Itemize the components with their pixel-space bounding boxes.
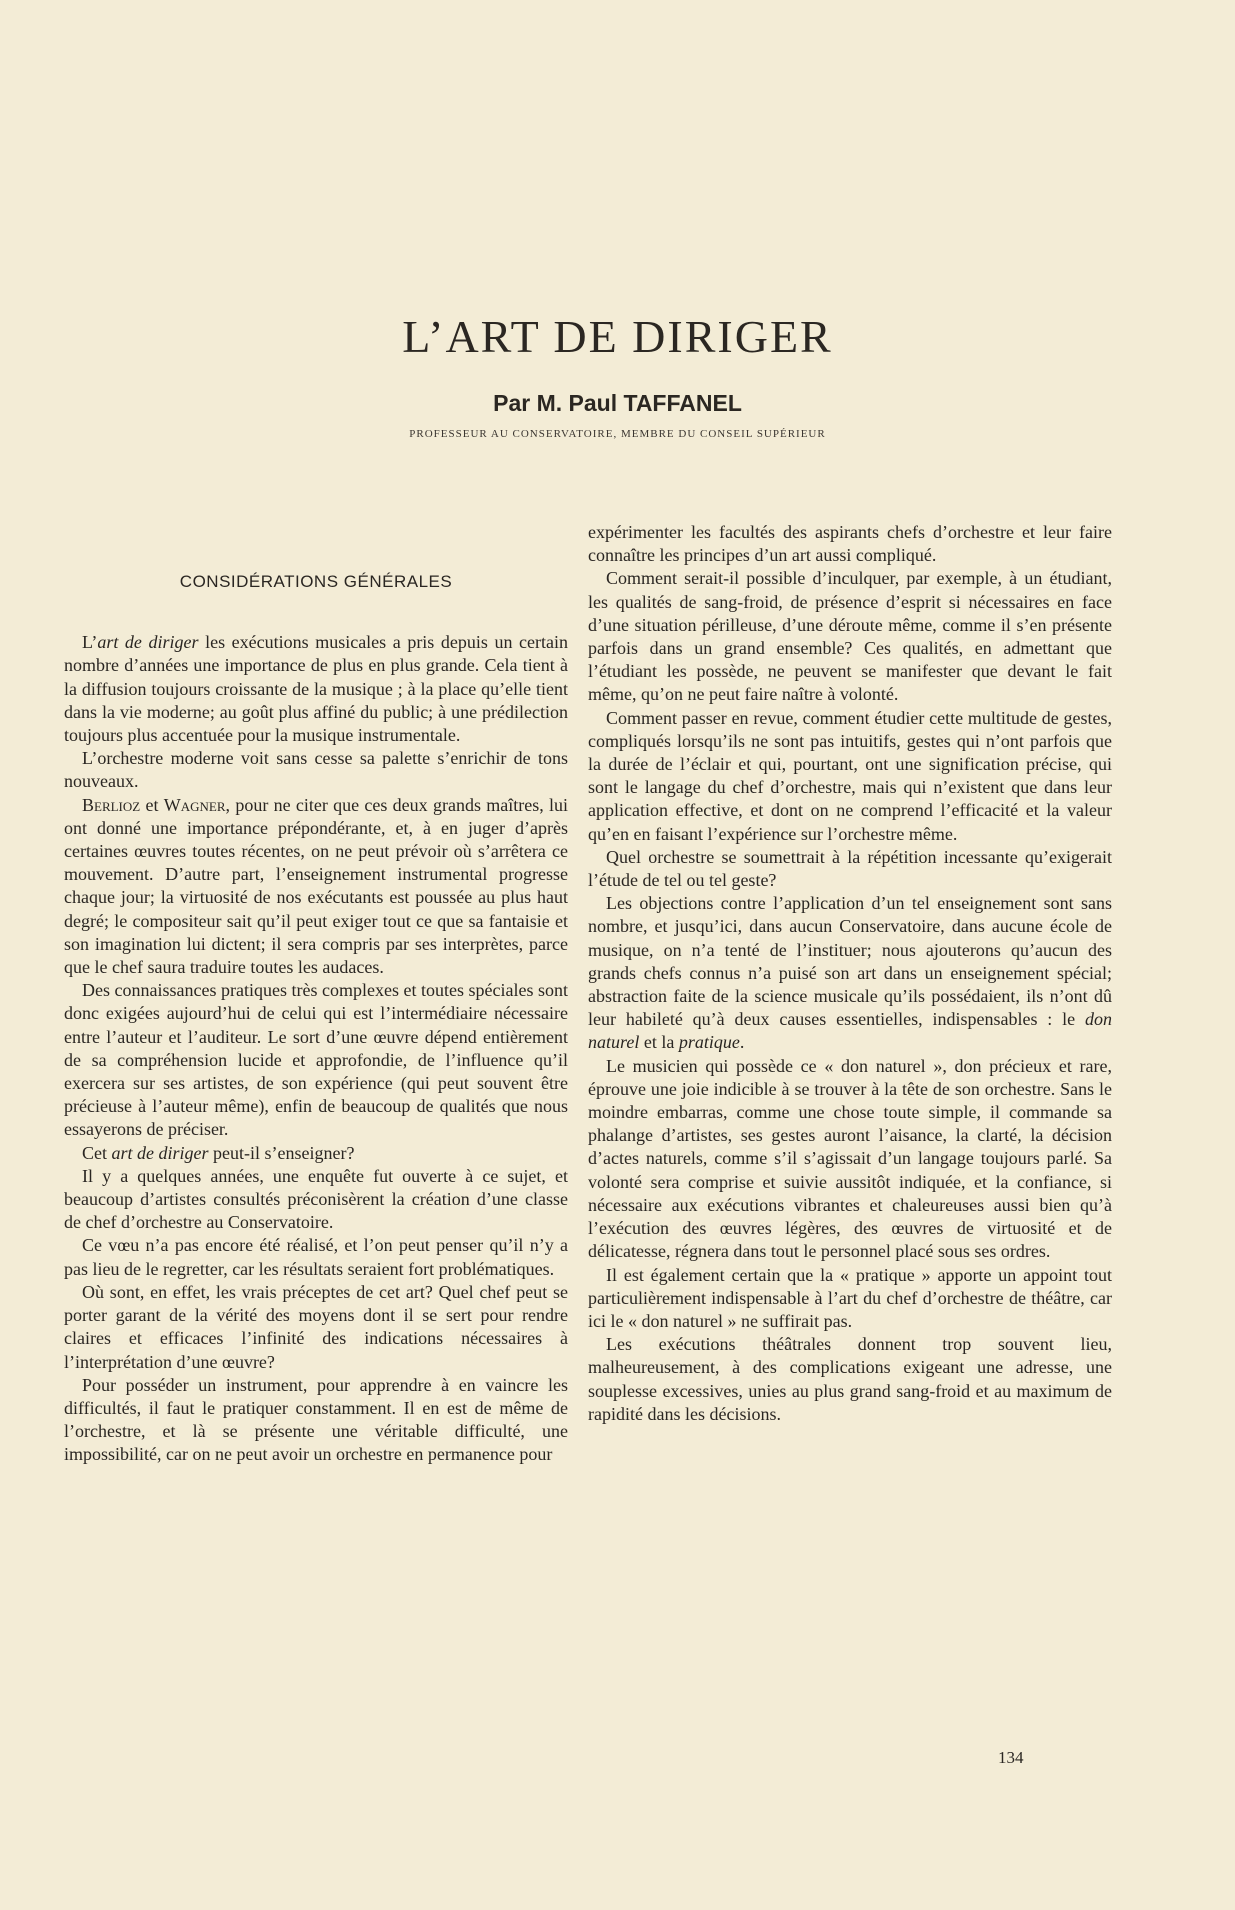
right-column: [588, 521, 1112, 1426]
paragraph: expérimenter les facultés des aspirants chefs d’orchestre et leur faire connaître les principes d’un art aussi compliqué.: [588, 522, 1112, 566]
paragraph: Comment passer en revue, comment étudier cette multitude de gestes, compliqués lorsqu’ils ne sont pas intuitifs, gestes qui n’ont parfois que la durée de l’éclair et qui, pourtant, ont une signification précise, qui sont le langage du chef d’orchestre, mais qui n’existent que dans leur application effective, et dont on ne comprend l’efficacité et la valeur qu’en en faisant l’expérience sur l’orchestre même.: [588, 707, 1112, 844]
paragraph: Des connaissances pratiques très complexes et toutes spéciales sont donc exigées aujourd’hui de celui qui est l’intermédiaire nécessaire entre l’auteur et l’auditeur. Le sort d’une œuvre dépend entièrement de sa compréhension lucide et approfondie, de l’influence qu’il exercera sur ses artistes, de son expérience (qui peut souvent être précieuse à l’auteur même), enfin de beaucoup de qualités que nous essayerons de préciser.: [64, 980, 568, 1140]
paragraph: Le musicien qui possède ce « don naturel », don précieux et rare, éprouve une joie indicible à se trouver à la tête de son orchestre. Sans le moindre embarras, comme une chose toute simple, il commande sa phalange d’artistes, ses gestes auront l’aisance, la clarté, la décision d’actes naturels, comme s’il s’agissait d’un langage toujours parlé. Sa volonté sera comprise et suivie aussitôt indiquée, et la confiance, si nécessaire aux exécutions vibrantes et chaleureuses aussi bien qu’à l’exécution des œuvres légères, des œuvres de virtuosité et de délicatesse, régnera dans tout le personnel placé sous ses ordres.: [588, 1055, 1112, 1262]
paragraph: Berlioz et Wagner, pour ne citer que ces deux grands maîtres, lui ont donné une importance prépondérante, et, à en juger d’après certaines œuvres toutes récentes, on ne peut prévoir où s’arrêtera ce mouvement. D’autre part, l’enseignement instrumental progresse chaque jour; la virtuosité de nos exécutants est poussée au plus haut degré; le compositeur sait qu’il peut exiger tout ce que sa fantaisie et son imagination lui dictent; il sera compris par ses interprètes, parce que le chef saura traduire toutes les audaces.: [64, 794, 568, 978]
paragraph: Il est également certain que la « pratique » apporte un appoint tout particulièrement indispensable à l’art du chef d’orchestre de théâtre, car ici le « don naturel » ne suffirait pas.: [588, 1264, 1112, 1331]
author-affiliation: PROFESSEUR AU CONSERVATOIRE, MEMBRE DU CONSEIL SUPÉRIEUR: [409, 428, 826, 440]
paragraph: Ce vœu n’a pas encore été réalisé, et l’on peut penser qu’il n’y a pas lieu de le regretter, car les résultats seraient fort problématiques.: [64, 1235, 568, 1279]
section-heading: CONSIDÉRATIONS GÉNÉRALES: [179, 572, 453, 591]
paragraph: Les objections contre l’application d’un tel enseignement sont sans nombre, et jusqu’ici, dans aucun Conservatoire, dans aucune école de musique, on n’a tenté de l’instituer; nous ajouterons qu’aucun des grands chefs connus n’a puisé son art dans un enseignement spécial; abstraction faite de la science musicale qu’ils possédaient, ils n’ont dû leur habileté qu’à deux causes essentielles, indispensables : le don naturel et la pratique.: [588, 893, 1112, 1053]
paragraph: Cet art de diriger peut-il s’enseigner?: [82, 1142, 355, 1163]
article-title: L’ART DE DIRIGER: [402, 311, 833, 362]
paragraph: L’orchestre moderne voit sans cesse sa palette s’enrichir de tons nouveaux.: [64, 748, 568, 792]
paragraph: Comment serait-il possible d’inculquer, par exemple, à un étudiant, les qualités de sang-froid, de présence d’esprit si nécessaires en face d’une situation périlleuse, d’une déroute même, comme il s’en présente parfois dans un grand ensemble? Ces qualités, en admettant que l’étudiant les possède, ne peuvent se manifester que devant le fait même, qu’on ne peut faire naître à volonté.: [588, 568, 1112, 705]
page-number: 134: [998, 1748, 1024, 1767]
author-byline: Par M. Paul TAFFANEL: [493, 390, 742, 416]
paragraph: Les exécutions théâtrales donnent trop souvent lieu, malheureusement, à des complications exigeant une adresse, une souplesse excessives, unies au plus grand sang-froid et au maximum de rapidité dans les décisions.: [588, 1334, 1112, 1424]
paragraph: Où sont, en effet, les vrais préceptes de cet art? Quel chef peut se porter garant de la vérité des moyens dont il se sert pour rendre claires et efficaces l’infinité des indications nécessaires à l’interprétation d’une œuvre?: [64, 1281, 568, 1372]
paragraph: Quel orchestre se soumettrait à la répétition incessante qu’exigerait l’étude de tel ou tel geste?: [588, 846, 1112, 891]
paragraph: L’art de diriger les exécutions musicales a pris depuis un certain nombre d’années une importance de plus en plus grande. Cela tient à la diffusion toujours croissante de la musique ; à la place qu’elle tient dans la vie moderne; au goût plus affiné du public; à une prédilection toujours plus accentuée pour la musique instrumentale.: [64, 632, 568, 746]
left-column: [64, 560, 568, 1467]
paragraph: Pour posséder un instrument, pour apprendre à en vaincre les difficultés, il faut le pratiquer constamment. Il en est de même de l’orchestre, et là se présente une véritable difficulté, une impossibilité, car on ne peut avoir un orchestre en permanence pour: [64, 1374, 568, 1465]
paragraph: Il y a quelques années, une enquête fut ouverte à ce sujet, et beaucoup d’artistes consultés préconisèrent la création d’une classe de chef d’orchestre au Conservatoire.: [64, 1165, 568, 1233]
